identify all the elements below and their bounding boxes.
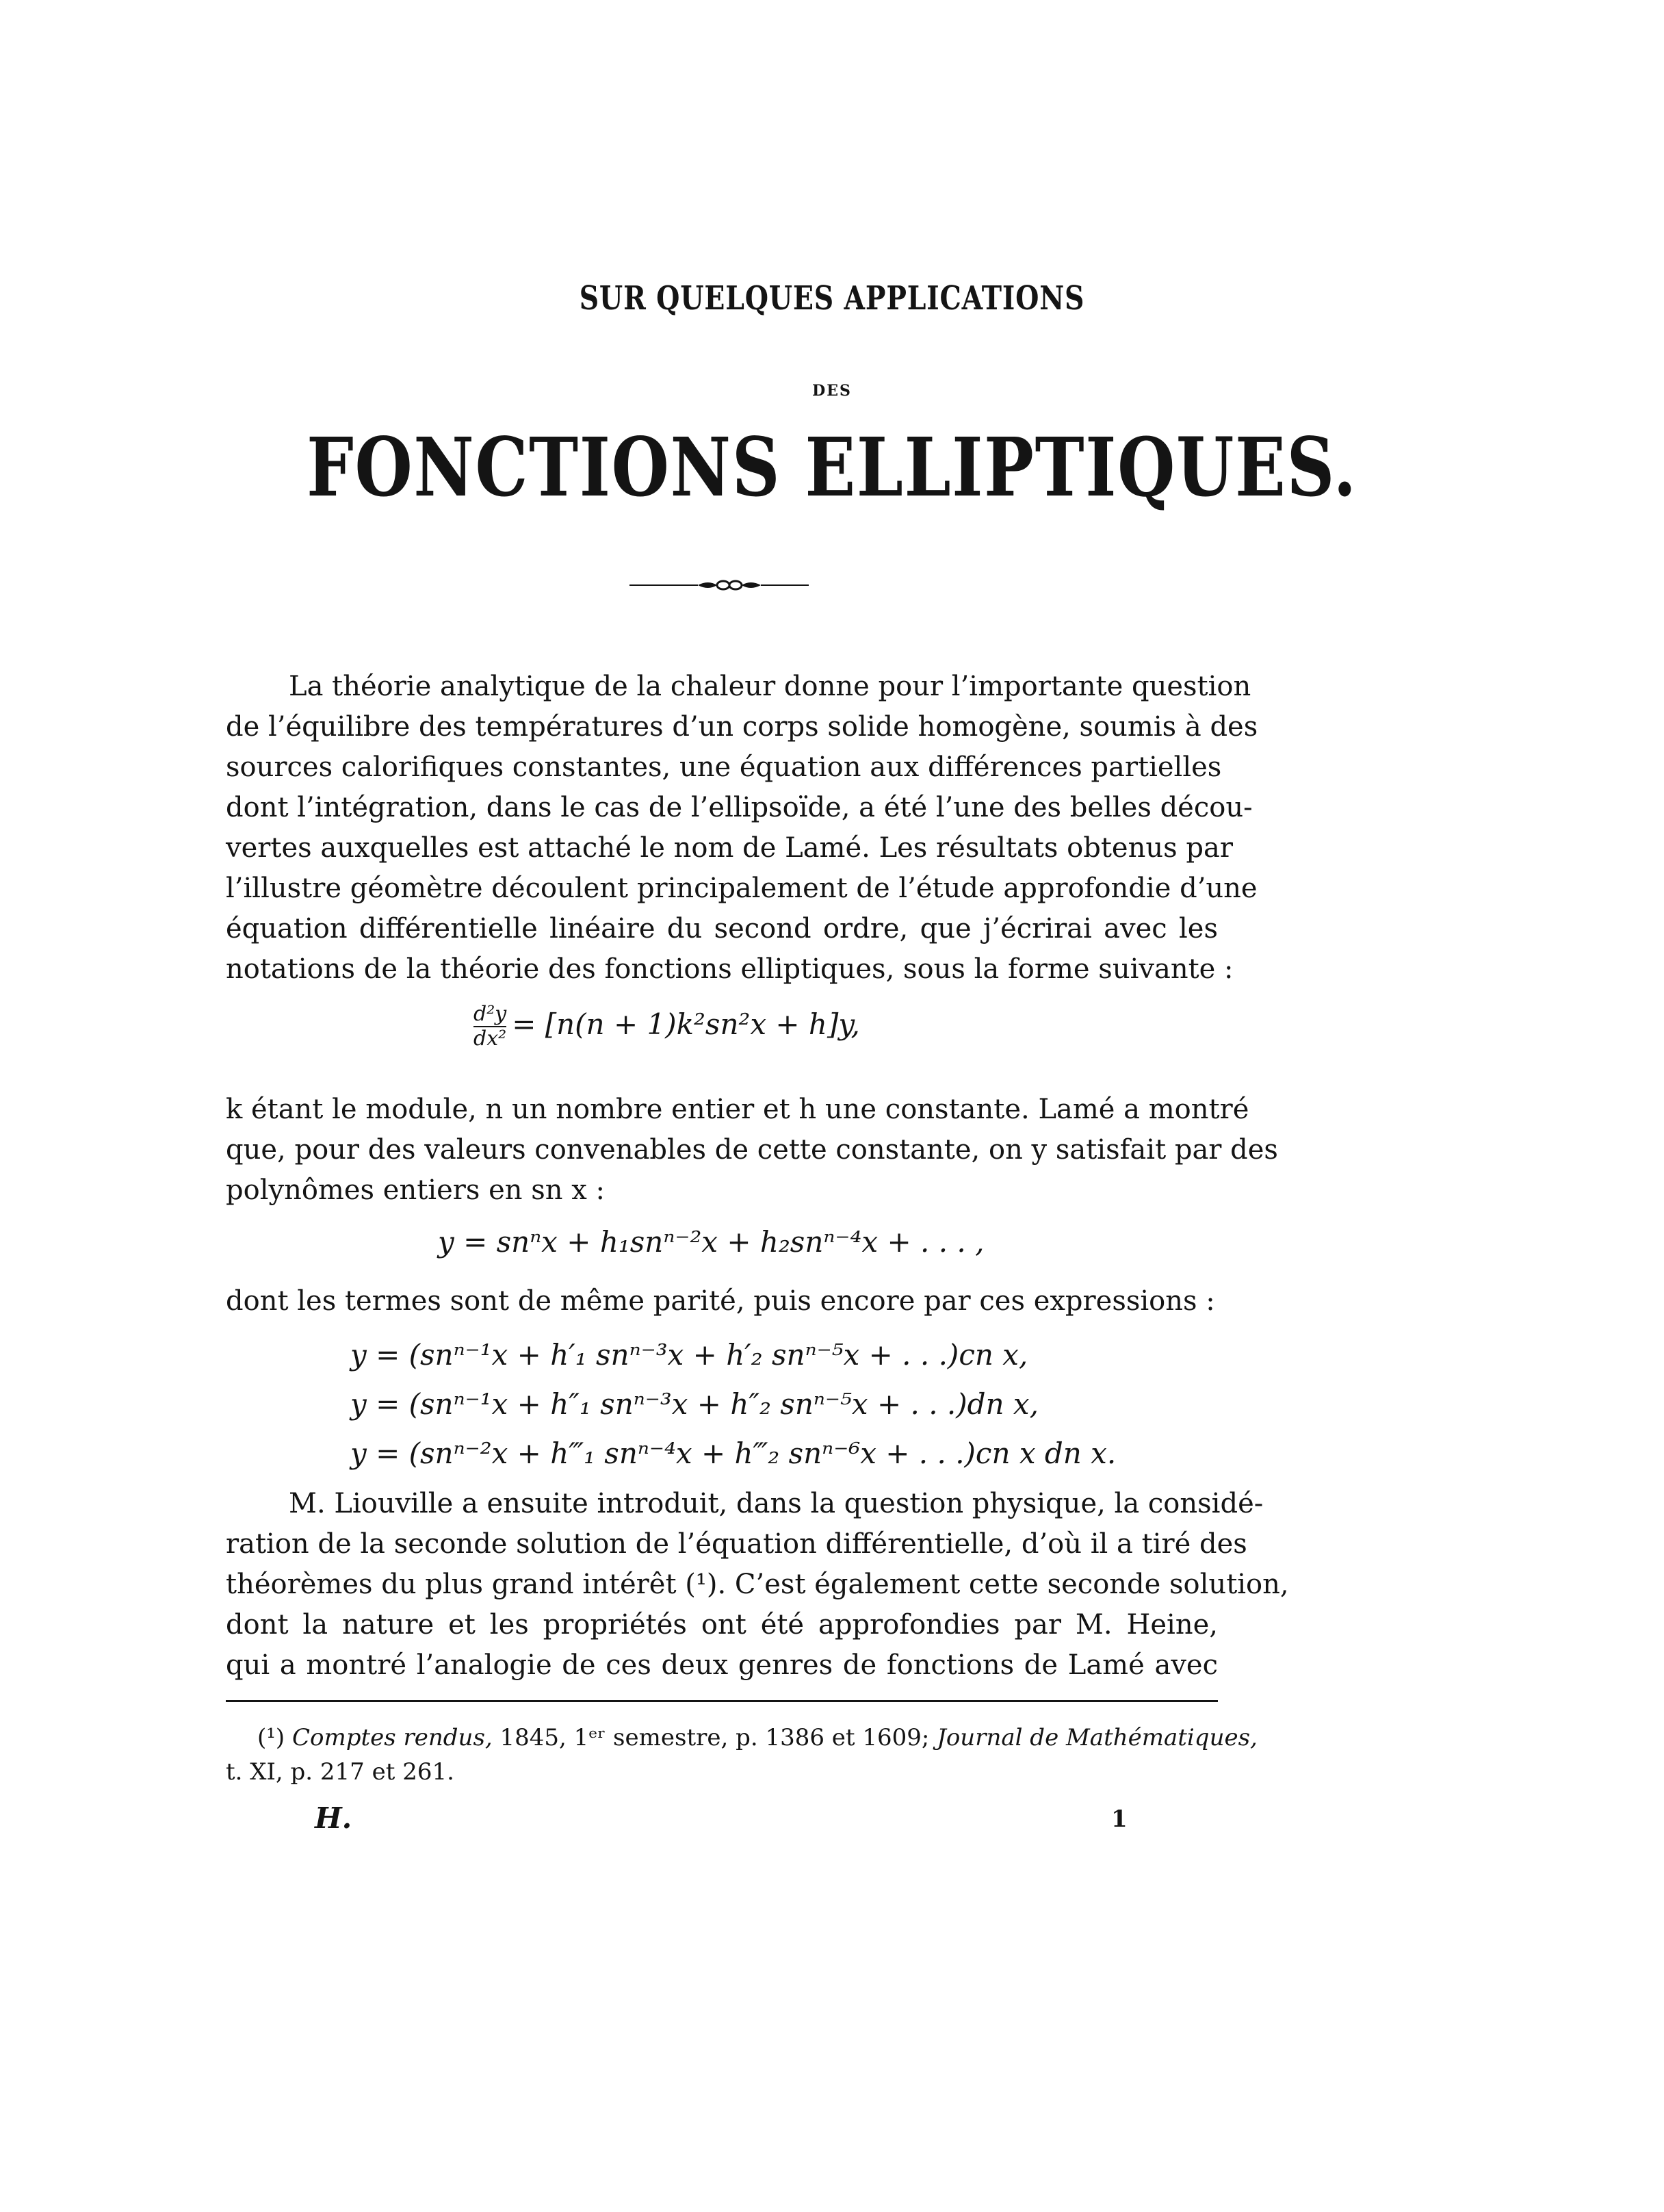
footnote-marker: (¹) — [257, 1724, 285, 1751]
middle-line: que, pour des valeurs convenables de cette constante, on y satisfait par des — [226, 1134, 1278, 1166]
closing-line: ration de la seconde solution de l’équation différentielle, d’où il a tiré des — [226, 1528, 1247, 1560]
closing-line: théorèmes du plus grand intérêt (¹). C’est également cette seconde solution, — [226, 1569, 1289, 1600]
intro-line: notations de la théorie des fonctions elliptiques, sous la forme suivante : — [226, 953, 1234, 985]
lame-equation-rhs: = [n(n + 1)k²sn²x + h]y, — [512, 1007, 860, 1041]
footnote-rule — [226, 1700, 1218, 1702]
polynomial-equation: y = snⁿx + h₁snⁿ⁻²x + h₂snⁿ⁻⁴x + . . . , — [438, 1225, 985, 1259]
footnote-line-1 — [226, 1721, 1258, 1755]
transition-line: dont les termes sont de même parité, puis encore par ces expressions : — [226, 1285, 1215, 1317]
intro-line: de l’équilibre des températures d’un corps solide homogène, soumis à des — [226, 711, 1258, 743]
middle-line: k étant le module, n un nombre entier et h une constante. Lamé a montré — [226, 1094, 1249, 1125]
footnote-detail: 1845, 1ᵉʳ semestre, p. 1386 et 1609; — [492, 1724, 937, 1751]
intro-line: l’illustre géomètre découlent principalement de l’étude approfondie d’une — [226, 873, 1258, 904]
intro-paragraph — [226, 667, 1258, 990]
page-number: 1 — [1111, 1805, 1128, 1833]
middle-paragraph — [226, 1090, 1278, 1211]
closing-line: qui a montré l’analogie de ces deux genres de fonctions de Lamé avec — [226, 1649, 1218, 1681]
intro-line: dont l’intégration, dans le cas de l’ellipsoïde, a été l’une des belles décou- — [226, 792, 1253, 823]
lame-equation — [473, 1003, 860, 1051]
fraction-numerator: d²y — [473, 1002, 507, 1026]
second-derivative-fraction — [473, 1003, 506, 1051]
closing-line: M. Liouville a ensuite introduit, dans la question physique, la considé- — [289, 1488, 1264, 1519]
ornament-divider-icon — [629, 571, 835, 599]
intro-line: équation différentielle linéaire du second ordre, que j’écrirai avec les — [226, 913, 1218, 944]
product-equation-cn-dn: y = (snⁿ⁻²x + h‴₁ snⁿ⁻⁴x + h‴₂ snⁿ⁻⁶x + . . .)cn x dn x. — [350, 1437, 1117, 1470]
closing-paragraph — [226, 1484, 1289, 1686]
footnote — [226, 1721, 1258, 1789]
closing-line: dont la nature et les propriétés ont été approfondies par M. Heine, — [226, 1609, 1218, 1641]
fraction-denominator: dx² — [473, 1027, 507, 1051]
intro-line: sources calorifiques constantes, une équation aux différences partielles — [226, 751, 1222, 783]
title-line-1: SUR QUELQUES APPLICATIONS — [579, 279, 1085, 318]
product-equation-cn: y = (snⁿ⁻¹x + h′₁ snⁿ⁻³x + h′₂ snⁿ⁻⁵x + . . .)cn x, — [350, 1338, 1028, 1372]
intro-line: La théorie analytique de la chaleur donne pour l’importante question — [289, 671, 1251, 702]
footnote-source-comptes-rendus: Comptes rendus, — [291, 1724, 493, 1751]
footnote-source-journal: Journal de Mathématiques, — [937, 1724, 1258, 1751]
title-main: FONCTIONS ELLIPTIQUES. — [307, 420, 1357, 515]
product-equation-dn: y = (snⁿ⁻¹x + h″₁ snⁿ⁻³x + h″₂ snⁿ⁻⁵x + . . .)dn x, — [350, 1387, 1039, 1421]
footnote-line-2: t. XI, p. 217 et 261. — [226, 1758, 454, 1786]
title-line-2: DES — [812, 382, 852, 400]
signature-mark: H. — [315, 1801, 352, 1835]
middle-line: polynômes entiers en sn x : — [226, 1174, 606, 1206]
intro-line: vertes auxquelles est attaché le nom de Lamé. Les résultats obtenus par — [226, 832, 1233, 864]
transition-paragraph — [226, 1281, 1218, 1322]
